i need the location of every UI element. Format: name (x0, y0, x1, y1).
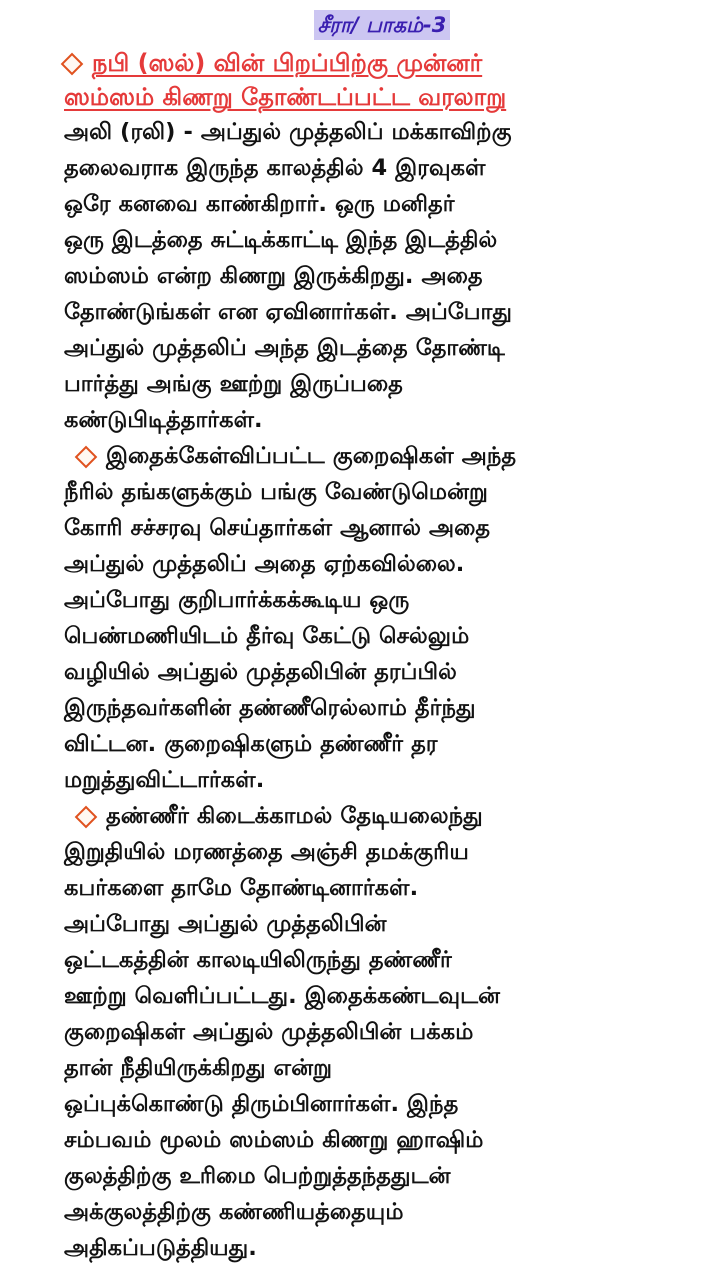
paragraph-line: வழியில் அப்துல் முத்தலிபின் தரப்பில் (64, 659, 457, 685)
paragraph-line: ஒட்டகத்தின் காலடியிலிருந்து தண்ணீர் (64, 947, 452, 973)
paragraph-line: நீரில் தங்களுக்கும் பங்கு வேண்டுமென்று (64, 479, 488, 505)
paragraph-2-first-line-text: இதைக்கேள்விப்பட்ட குறைஷிகள் அந்த (106, 443, 517, 469)
paragraph-2 (64, 438, 700, 798)
paragraph-line: குலத்திற்கு உரிமை பெற்றுத்தந்ததுடன் (64, 1163, 451, 1189)
paragraph-line: அக்குலத்திற்கு கண்ணியத்தையும் (64, 1199, 404, 1225)
paragraph-1 (64, 114, 700, 438)
paragraph-line: குறைஷிகள் அப்துல் முத்தலிபின் பக்கம் (64, 1019, 474, 1045)
section-heading (64, 46, 700, 114)
paragraph-line: அப்துல் முத்தலிப் அதை ஏற்கவில்லை. (64, 551, 465, 577)
paragraph-line (64, 438, 700, 474)
paragraph-line: தலைவராக இருந்த காலத்தில் 4 இரவுகள் (64, 155, 486, 181)
paragraph-line: ஒரு இடத்தை சுட்டிக்காட்டி இந்த இடத்தில் (64, 227, 498, 253)
paragraph-line: பெண்மணியிடம் தீர்வு கேட்டு செல்லும் (64, 623, 470, 649)
paragraph-line: இறுதியில் மரணத்தை அஞ்சி தமக்குரிய (64, 839, 469, 865)
diamond-icon (75, 805, 98, 828)
paragraph-line: விட்டன. குறைஷிகளும் தண்ணீர் தர (64, 731, 438, 757)
paragraph-line (64, 798, 700, 834)
paragraph-line: கண்டுபிடித்தார்கள். (64, 407, 263, 433)
paragraph-line: ஸம்ஸம் என்ற கிணறு இருக்கிறது. அதை (64, 263, 483, 289)
paragraph-line: தோண்டுங்கள் என ஏவினார்கள். அப்போது (64, 299, 512, 325)
paragraph-line: மறுத்துவிட்டார்கள். (64, 767, 265, 793)
paragraph-line: அப்துல் முத்தலிப் அந்த இடத்தை தோண்டி (64, 335, 505, 361)
paragraph-line: தான் நீதியிருக்கிறது என்று (64, 1055, 333, 1081)
paragraph-line: இருந்தவர்களின் தண்ணீரெல்லாம் தீர்ந்து (64, 695, 476, 721)
paragraph-3 (64, 798, 700, 1266)
paragraph-line: கபர்களை தாமே தோண்டினார்கள். (64, 875, 419, 901)
paragraph-line: அப்போது அப்துல் முத்தலிபின் (64, 911, 387, 937)
paragraph-line: அதிகப்படுத்தியது. (64, 1235, 257, 1261)
heading-line: ஸம்ஸம் கிணறு தோண்டப்பட்ட வரலாறு (64, 83, 507, 111)
heading-line (64, 46, 700, 80)
paragraph-line: ஊற்று வெளிப்பட்டது. இதைக்கண்டவுடன் (64, 983, 501, 1009)
paragraph-line: அலி (ரலி) - அப்துல் முத்தலிப் மக்காவிற்கு (64, 119, 512, 145)
paragraph-line: ஒரே கனவை காண்கிறார். ஒரு மனிதர் (64, 191, 455, 217)
paragraph-line: ஒப்புக்கொண்டு திரும்பினார்கள். இந்த (64, 1091, 459, 1117)
diamond-icon (75, 445, 98, 468)
paragraph-line: கோரி சச்சரவு செய்தார்கள் ஆனால் அதை (64, 515, 491, 541)
paragraph-line: பார்த்து அங்கு ஊற்று இருப்பதை (64, 371, 403, 397)
paragraph-3-first-line-text: தண்ணீர் கிடைக்காமல் தேடியலைந்து (106, 803, 483, 829)
paragraph-line: அப்போது குறிபார்க்கக்கூடிய ஒரு (64, 587, 410, 613)
heading-line-1-text: நபி (ஸல்) வின் பிறப்பிற்கு முன்னர் (92, 49, 483, 77)
page-title: சீரா/ பாகம்-3 (314, 10, 451, 40)
diamond-icon (61, 53, 84, 76)
paragraph-line: சம்பவம் மூலம் ஸம்ஸம் கிணறு ஹாஷிம் (64, 1127, 484, 1153)
header (64, 10, 700, 40)
